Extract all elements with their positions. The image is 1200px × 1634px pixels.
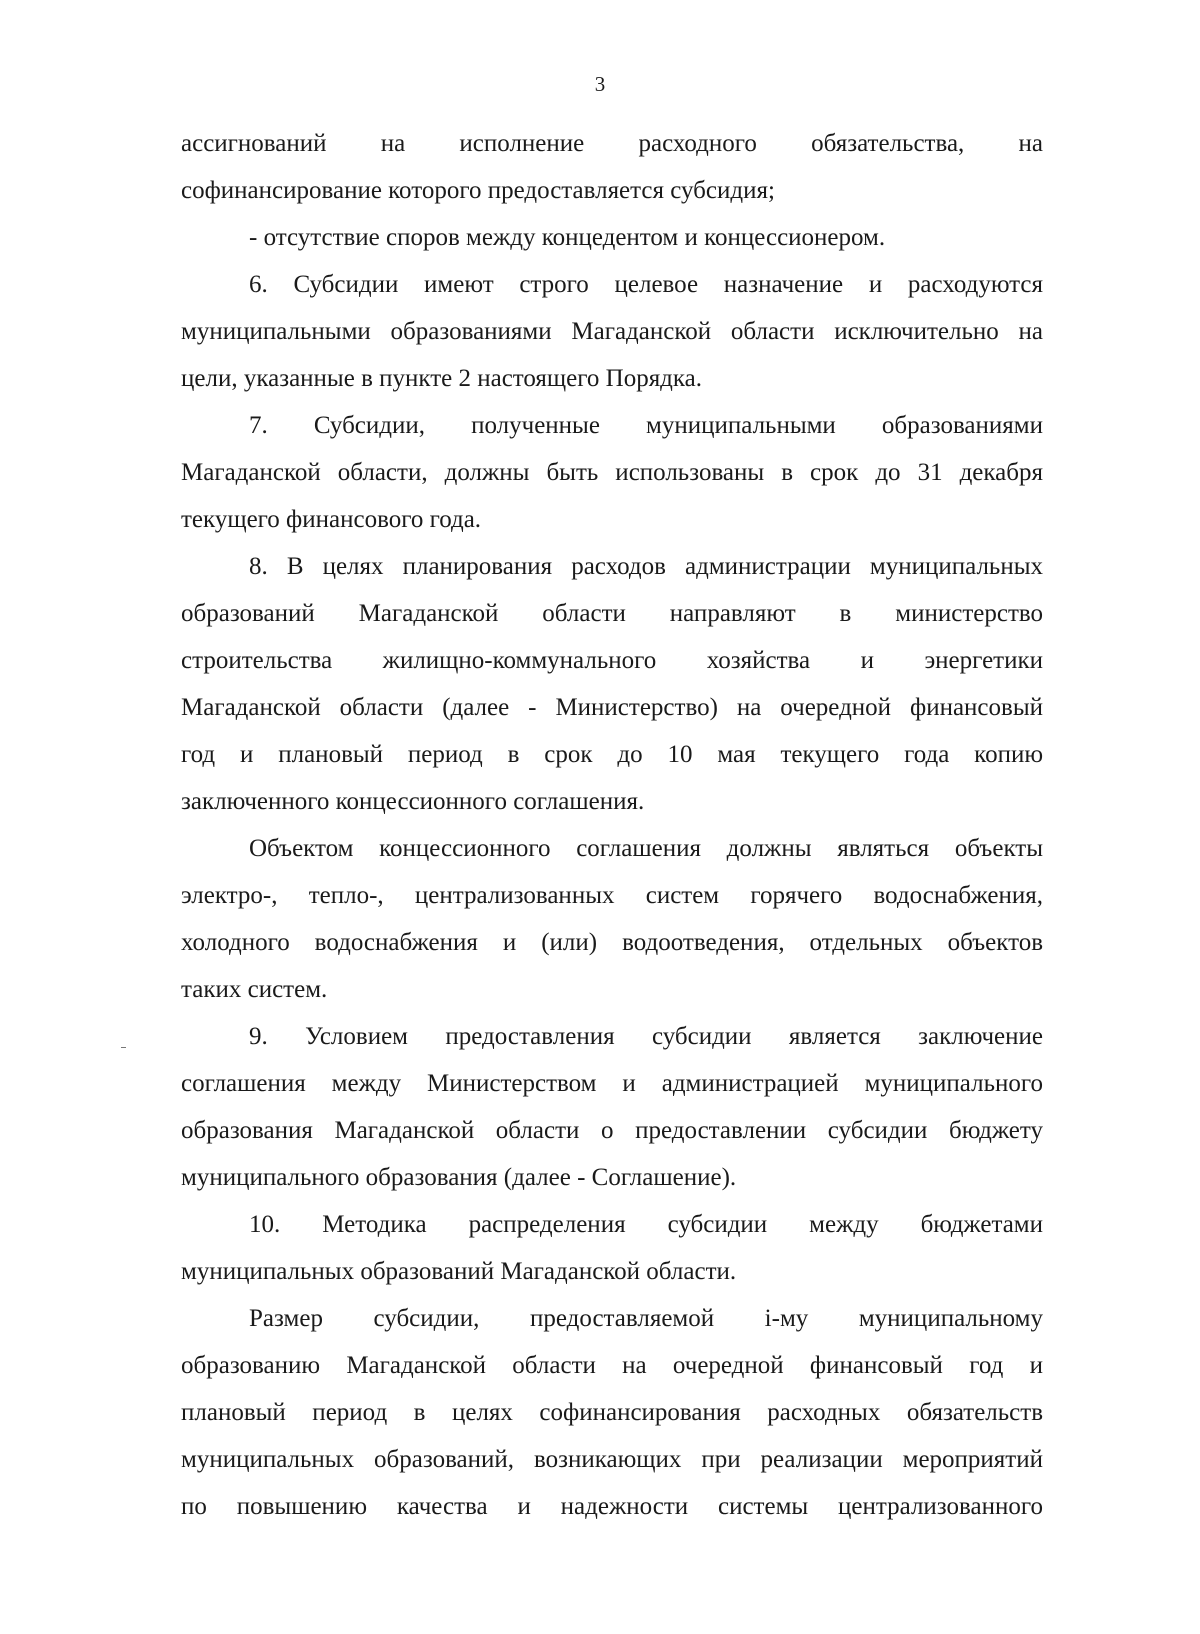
text-line: по повышению качества и надежности системы централизованного xyxy=(181,1493,1043,1520)
text-line: электро-, тепло-, централизованных систем горячего водоснабжения, xyxy=(181,882,1043,909)
paragraph xyxy=(181,214,1043,261)
text-line: 8. В целях планирования расходов администрации муниципальных xyxy=(249,553,1043,580)
paragraph xyxy=(181,261,1043,402)
paragraph xyxy=(181,543,1043,825)
text-line: текущего финансового года. xyxy=(181,506,482,533)
text-line: таких систем. xyxy=(181,976,328,1003)
text-line: 7. Субсидии, полученные муниципальными образованиями xyxy=(249,412,1043,439)
paragraph xyxy=(181,1013,1043,1201)
text-line: цели, указанные в пункте 2 настоящего Порядка. xyxy=(181,365,703,392)
text-line: 10. Методика распределения субсидии между бюджетами xyxy=(249,1211,1043,1238)
document-body xyxy=(181,120,1043,1530)
text-line: муниципальными образованиями Магаданской области исключительно на xyxy=(181,318,1043,345)
text-line: год и плановый период в срок до 10 мая текущего года копию xyxy=(181,741,1043,768)
text-line: плановый период в целях софинансирования расходных обязательств xyxy=(181,1399,1043,1426)
paragraph xyxy=(181,120,1043,214)
paragraph xyxy=(181,402,1043,543)
text-line: Магаданской области, должны быть использованы в срок до 31 декабря xyxy=(181,459,1043,486)
text-line: 6. Субсидии имеют строго целевое назначение и расходуются xyxy=(249,271,1043,298)
paragraph xyxy=(181,825,1043,1013)
text-line: холодного водоснабжения и (или) водоотведения, отдельных объектов xyxy=(181,929,1043,956)
paragraph xyxy=(181,1201,1043,1295)
page-number: 3 xyxy=(594,72,606,96)
text-line: 9. Условием предоставления субсидии является заключение xyxy=(249,1023,1043,1050)
text-line: муниципальных образований, возникающих при реализации мероприятий xyxy=(181,1446,1043,1473)
paragraph xyxy=(181,1295,1043,1530)
text-line: софинансирование которого предоставляется субсидия; xyxy=(181,177,775,204)
text-line: Объектом концессионного соглашения должны являться объекты xyxy=(249,835,1043,862)
text-line: ассигнований на исполнение расходного обязательства, на xyxy=(181,130,1043,157)
text-line: заключенного концессионного соглашения. xyxy=(181,788,645,815)
text-line: соглашения между Министерством и администрацией муниципального xyxy=(181,1070,1043,1097)
text-line: муниципального образования (далее - Соглашение). xyxy=(181,1164,737,1191)
text-line: Магаданской области (далее - Министерство) на очередной финансовый xyxy=(181,694,1043,721)
text-line: образований Магаданской области направляют в министерство xyxy=(181,600,1043,627)
text-line: образованию Магаданской области на очередной финансовый год и xyxy=(181,1352,1043,1379)
scan-artifact-mark xyxy=(121,1047,126,1048)
text-line: Размер субсидии, предоставляемой i-му муниципальному xyxy=(249,1305,1043,1332)
text-line: - отсутствие споров между концедентом и концессионером. xyxy=(249,224,886,251)
text-line: образования Магаданской области о предоставлении субсидии бюджету xyxy=(181,1117,1043,1144)
text-line: строительства жилищно-коммунального хозяйства и энергетики xyxy=(181,647,1043,674)
text-line: муниципальных образований Магаданской области. xyxy=(181,1258,737,1285)
